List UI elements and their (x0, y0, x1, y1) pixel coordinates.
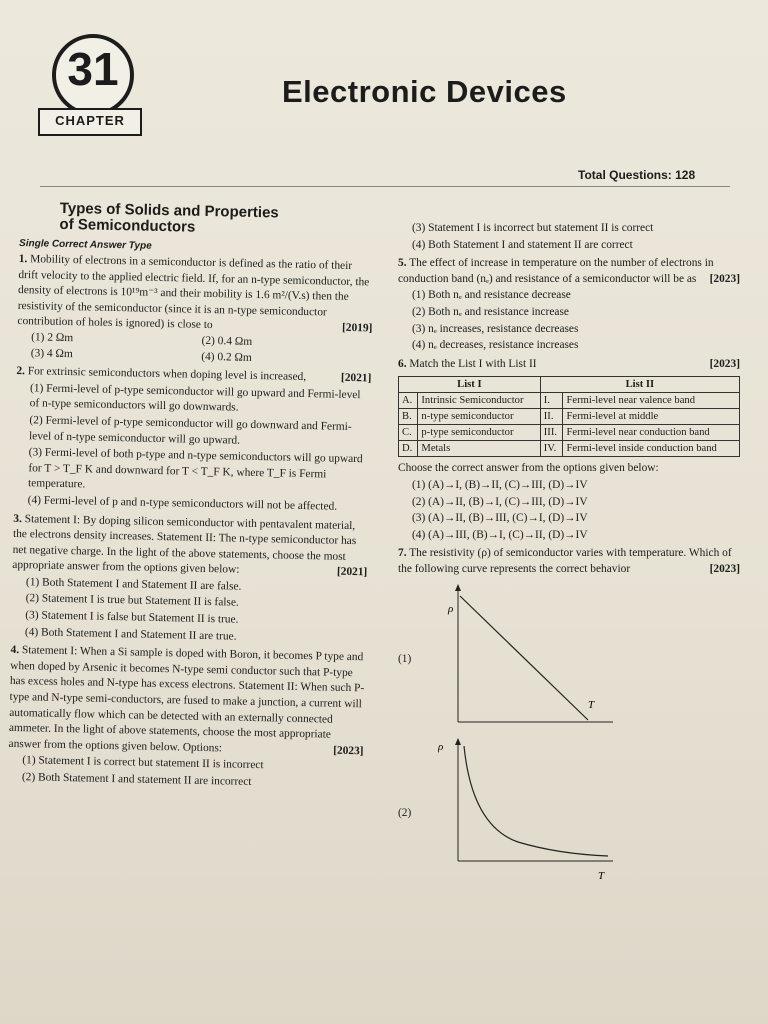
option: (1) Both nₑ and resistance decrease (412, 289, 571, 302)
table-cell: Fermi-level at middle (563, 409, 740, 425)
match-table (398, 376, 740, 457)
table-cell: p-type semiconductor (418, 425, 540, 441)
option: (1) Both Statement I and Statement II are false. (25, 576, 242, 593)
question-6 (398, 357, 740, 544)
graph-option-1 (398, 582, 740, 732)
list1-header: List I (399, 377, 541, 393)
right-column (398, 220, 740, 886)
table-cell: III. (540, 425, 563, 441)
question-prompt: Choose the correct answer from the options given below: (398, 462, 659, 475)
option: (2) Statement I is true but Statement II is false. (25, 592, 239, 610)
question-1 (17, 252, 374, 369)
table-row (399, 409, 740, 425)
question-3 (11, 511, 369, 647)
table-cell: IV. (540, 441, 563, 457)
graph-option-2 (398, 736, 740, 886)
table-cell: A. (399, 393, 418, 409)
question-year: [2023] (709, 357, 740, 370)
table-cell: Intrinsic Semiconductor (418, 393, 540, 409)
question-text: Match the List I with List II (409, 357, 537, 370)
linear-decrease-graph (438, 582, 618, 732)
question-year: [2021] (340, 371, 372, 385)
total-questions: Total Questions: 128 (578, 168, 696, 182)
question-number: 4. (10, 644, 20, 657)
option: (1) Fermi-level of p-type semiconductor will go upward and Fermi-level of n-type semiconductors will go downwards. (29, 382, 361, 414)
table-cell: I. (540, 393, 563, 409)
header-divider (40, 186, 730, 187)
graph-label: (1) (398, 652, 412, 665)
table-cell: Fermi-level near conduction band (563, 425, 740, 441)
left-column (8, 200, 375, 794)
question-text: Statement I: By doping silicon semiconductor with pentavalent material, the electrons density increases. Statement II: The n-type semiconductor has net negative charge. In the light of the above statements, choose the most appropriate answer from the options given below: (12, 512, 357, 576)
question-text: The resistivity (ρ) of semiconductor varies with temperature. Which of the following curve represents the correct behavior (398, 547, 732, 575)
axis-label-t: T (598, 869, 605, 882)
question-7 (398, 546, 740, 885)
option: (3) Statement I is false but Statement II is true. (25, 609, 239, 626)
section-title (59, 201, 375, 240)
table-cell: D. (399, 441, 418, 457)
question-text: Statement I: When a Si sample is doped with Boron, it becomes P type and when doped by Arsenic it becomes N-type semi conductor such that P-type has excess holes and N-type has excess electrons. Statement II: When such P-type and N-type semi-conductors, are fused to make a junction, a current will automatically flow which can be detected with an externally connected ammeter. In the light of above statements, choose the most appropriate answer from the options given below. Options: (8, 644, 365, 755)
table-cell: II. (540, 409, 563, 425)
question-5 (398, 256, 740, 354)
section-title-line1: Types of Solids and Properties (59, 199, 279, 222)
table-row (399, 393, 740, 409)
question-number: 6. (398, 357, 407, 370)
table-cell: n-type semiconductor (418, 409, 540, 425)
option: (4) Fermi-level of p and n-type semiconductors will not be affected. (27, 494, 338, 513)
option: (1) (A)→I, (B)→II, (C)→III, (D)→IV (412, 478, 588, 491)
chapter-badge (34, 28, 144, 138)
exponential-decrease-graph (438, 736, 618, 886)
axis-label-t: T (588, 698, 595, 711)
chapter-label: CHAPTER (38, 108, 142, 136)
axis-label-rho: ρ (438, 740, 444, 753)
table-row (399, 425, 740, 441)
option: (4) nₑ decreases, resistance increases (412, 339, 579, 352)
question-type-heading: Single Correct Answer Type (18, 237, 152, 252)
option: (2) 0.4 Ωm (201, 334, 253, 348)
section-title-line2: of Semiconductors (59, 215, 196, 236)
question-number: 1. (18, 252, 28, 266)
option: (2) Fermi-level of p-type semiconductor will go downward and Fermi-level of n-type semiconductor will go upward. (28, 414, 352, 447)
question-4 (8, 643, 366, 793)
question-year: [2021] (336, 566, 368, 579)
question-year: [2023] (333, 744, 364, 758)
table-cell: B. (399, 409, 418, 425)
question-year: [2023] (709, 562, 740, 575)
list2-header: List II (540, 377, 739, 393)
option: (4) 0.2 Ωm (201, 350, 252, 364)
option: (1) 2 Ωm (31, 331, 74, 345)
option: (2) Both nₑ and resistance increase (412, 305, 569, 318)
curve (460, 596, 588, 720)
option: (3) nₑ increases, resistance decreases (412, 322, 579, 335)
question-text: The effect of increase in temperature on the number of electrons in conduction band (nₑ) and resistance of a semiconductor will be as (398, 257, 714, 285)
option: (1) Statement I is correct but statement II is incorrect (22, 754, 264, 772)
option: (2) (A)→II, (B)→I, (C)→III, (D)→IV (412, 495, 588, 508)
table-cell: C. (399, 425, 418, 441)
y-axis-arrow (455, 738, 461, 745)
table-cell: Fermi-level near valence band (563, 393, 740, 409)
axis-label-rho: ρ (448, 602, 454, 615)
chapter-number: 31 (67, 43, 119, 95)
question-number: 7. (398, 547, 407, 560)
question-text: Mobility of electrons in a semiconductor is defined as the ratio of their drift velocity to the applied electric field. If, for an n-type semiconductor, the density of electrons is 10¹⁹m⁻³ and their mobility is 1.6 m²/(V.s) then the resistivity of the semiconductor (since it is an n-type semiconductor contribution of holes is ignored) is close to (17, 253, 370, 332)
option: (2) Both Statement I and statement II are incorrect (21, 771, 252, 788)
question-text: For extrinsic semiconductors when doping level is increased, (27, 365, 307, 384)
table-cell: Fermi-level inside conduction band (563, 441, 740, 457)
question-year: [2019] (341, 322, 373, 335)
y-axis-arrow (455, 584, 461, 591)
question-year: [2023] (709, 272, 740, 285)
option: (3) Fermi-level of both p-type and n-type semiconductors will go upward for T > T_F K and downward for T < T_F K, where T_F is Fermi temperature. (27, 446, 363, 491)
option: (3) Statement I is incorrect but statement II is correct (412, 222, 654, 234)
table-header-row (399, 377, 740, 393)
option: (3) (A)→II, (B)→III, (C)→I, (D)→IV (412, 512, 588, 525)
option: (4) Both Statement I and Statement II are true. (24, 625, 237, 643)
table-row (399, 441, 740, 457)
chapter-title: Electronic Devices (282, 74, 567, 109)
option: (4) (A)→III, (B)→I, (C)→II, (D)→IV (412, 528, 588, 541)
question-number: 5. (398, 257, 407, 270)
option: (4) Both Statement I and statement II are correct (412, 238, 633, 251)
table-cell: Metals (418, 441, 540, 457)
graph-label: (2) (398, 806, 412, 819)
question-number: 3. (13, 512, 23, 525)
curve (464, 746, 608, 856)
option: (3) 4 Ωm (30, 346, 73, 360)
question-number: 2. (16, 365, 26, 378)
question-2 (14, 364, 372, 516)
